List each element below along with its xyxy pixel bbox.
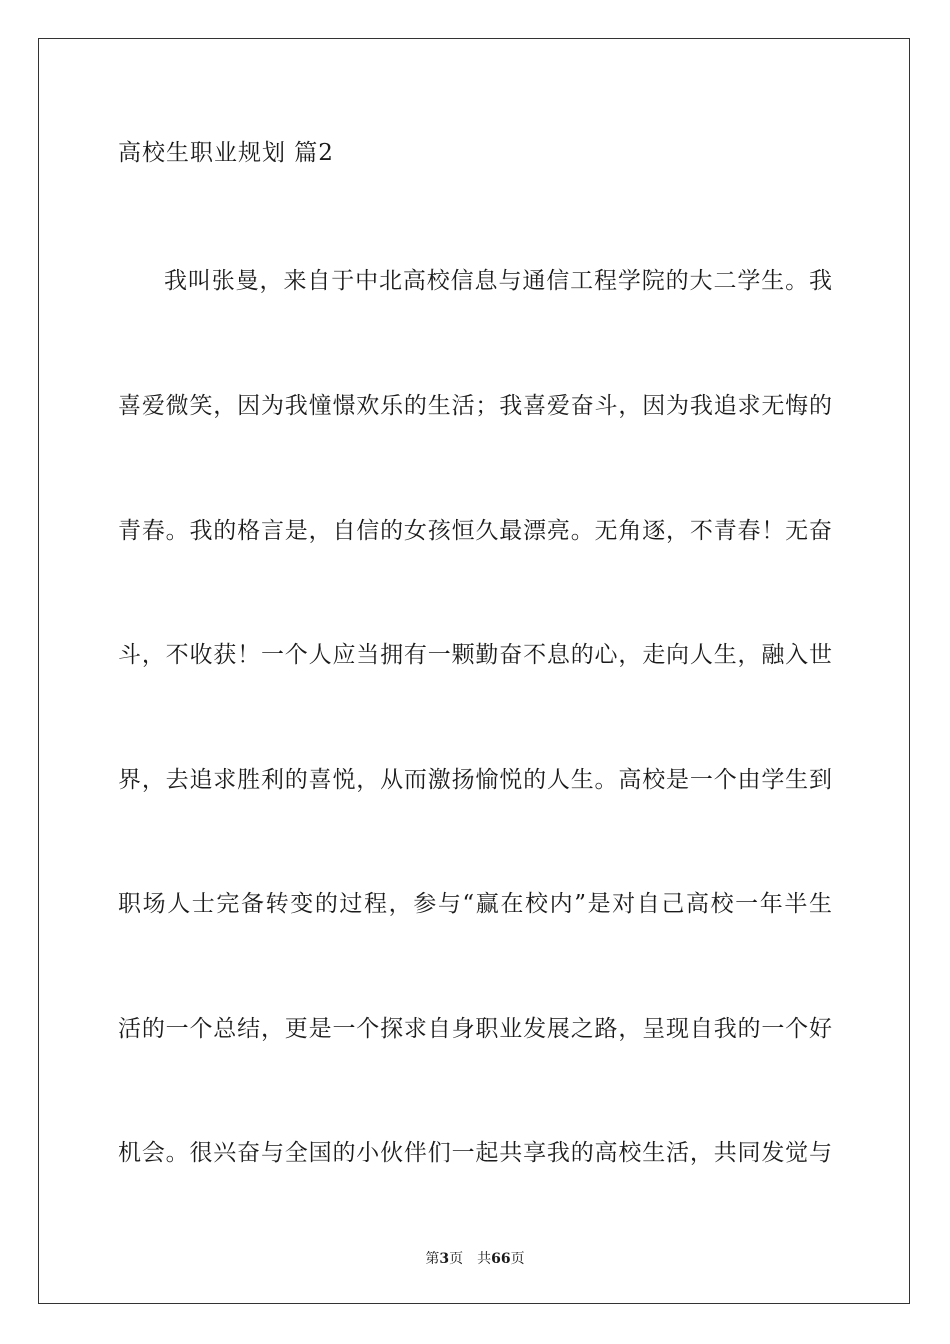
total-prefix: 共: [477, 1251, 492, 1267]
page-footer: [0, 1248, 950, 1268]
paragraph-line-8: 机会。很兴奋与全国的小伙伴们一起共享我的高校生活，共同发觉与: [118, 1140, 832, 1166]
paragraph-line-5: 界，去追求胜利的喜悦，从而激扬愉悦的人生。高校是一个由学生到: [118, 767, 832, 793]
total-pages-number: 66: [491, 1251, 511, 1267]
page-suffix: 页: [449, 1251, 464, 1267]
current-page-number: 3: [439, 1251, 450, 1267]
paragraph-line-7: 活的一个总结，更是一个探求自身职业发展之路，呈现自我的一个好: [118, 1016, 832, 1042]
page-border: [38, 38, 910, 1304]
paragraph-line-6: 职场人士完备转变的过程，参与“赢在校内”是对自己高校一年半生: [118, 891, 832, 917]
paragraph-line-3: 青春。我的格言是，自信的女孩恒久最漂亮。无角逐，不青春！无奋: [118, 518, 832, 544]
page-prefix: 第: [425, 1251, 440, 1267]
document-title: 高校生职业规划 篇2: [118, 140, 334, 166]
paragraph-line-1: 我叫张曼，来自于中北高校信息与通信工程学院的大二学生。我: [164, 268, 832, 294]
total-suffix: 页: [510, 1251, 525, 1267]
paragraph-line-2: 喜爱微笑，因为我憧憬欢乐的生活；我喜爱奋斗，因为我追求无悔的: [118, 393, 832, 419]
paragraph-line-4: 斗，不收获！一个人应当拥有一颗勤奋不息的心，走向人生，融入世: [118, 642, 832, 668]
